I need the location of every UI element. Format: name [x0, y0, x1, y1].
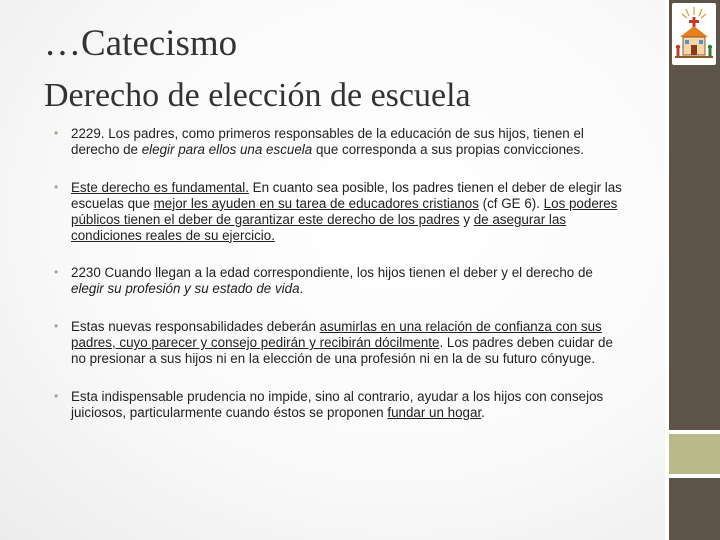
bullet-text-segment: . [481, 404, 485, 420]
bullet-item [52, 319, 626, 367]
bullet-text-segment: Esta indispensable prudencia no impide, sino al contrario, ayudar a los hijos con consejos juiciosos, particularmente cuando éstos se proponen [71, 388, 604, 420]
bullet-text-segment: . [299, 281, 304, 297]
bullet-text-segment: 2230 Cuando llegan a la edad correspondiente, los hijos tienen el deber y el derecho de [71, 265, 593, 281]
bullet-item [52, 265, 626, 297]
bullet-text-segment: fundar un hogar [387, 404, 482, 420]
logo [672, 3, 716, 65]
slide-title: …Catecismo [44, 23, 238, 64]
bullet-item [52, 180, 626, 244]
right-bar-sage-block [669, 434, 720, 474]
bullet-text-segment: elegir su profesión y su estado de vida [71, 281, 300, 297]
bullet-marker: • [54, 126, 59, 140]
right-bar-dark-bottom [669, 478, 720, 540]
bullet-item [52, 389, 626, 421]
bullet-text-segment: elegir para ellos una escuela [141, 141, 313, 157]
bullet-marker: • [54, 265, 59, 280]
bullet-text-segment: de asegurar las condiciones reales de su ejercicio. [71, 211, 567, 243]
church-emblem-icon [672, 3, 716, 65]
bullet-text-segment: , tienen el derecho de [71, 126, 584, 157]
bullet-list [52, 126, 626, 421]
bullet-text-segment: Los poderes públicos tienen el deber de garantizar este derecho de los padres [71, 195, 618, 227]
bullet-marker: • [54, 179, 59, 194]
bullet-text-segment: (cf GE 6). [478, 195, 544, 211]
bullet-text-segment: Este derecho es fundamental. [71, 179, 249, 195]
slide-subtitle: Derecho de elección de escuela [44, 77, 471, 114]
bullet-text-segment: 2229. Los padres, como [71, 126, 219, 141]
bullet-text-segment: Estas nuevas responsabilidades deberán [71, 319, 320, 335]
bullet-text-segment: primeros responsables de la educación de sus hijos [218, 126, 526, 141]
bullet-text-segment: asumirlas en una relación de confianza con sus padres, cuyo parecer y consejo pedirán y recibirán dócilmente [71, 319, 602, 351]
bullet-text-segment: En cuanto sea posible, los padres tienen el deber de elegir las escuelas que [71, 179, 622, 211]
bullet-text-segment: y [459, 211, 474, 227]
bullet-item [52, 126, 626, 158]
bullet-text-segment: que corresponda a sus propias convicciones. [312, 141, 584, 157]
bullet-text-segment: mejor les ayuden en su tarea de educadores cristianos [153, 195, 479, 211]
bullet-marker: • [54, 319, 59, 334]
bullet-text-segment: . Los padres deben cuidar de no presionar a sus hijos ni en la elección de una profesión ni en la de su futuro cónyuge. [71, 335, 613, 367]
bullet-marker: • [54, 388, 59, 403]
